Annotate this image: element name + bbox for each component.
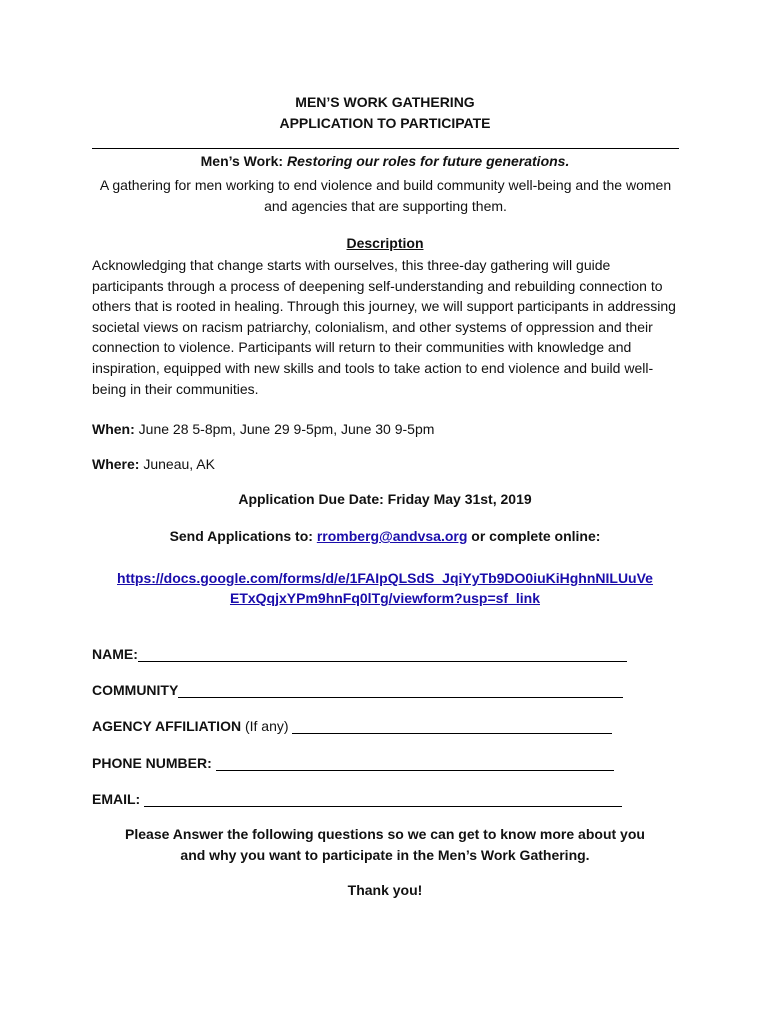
send-applications — [0, 528, 770, 544]
document-subtitle: APPLICATION TO PARTICIPATE — [279, 115, 491, 131]
tagline-emphasis: Restoring our roles for future generations. — [286, 153, 570, 169]
when-value: June 28 5-8pm, June 29 9-5pm, June 30 9-5pm — [134, 421, 435, 437]
when-label: When: — [92, 421, 135, 437]
due-date: Application Due Date: Friday May 31st, 2019 — [238, 491, 532, 507]
send-prefix: Send Applications to: — [169, 528, 317, 544]
where-label: Where: — [92, 456, 140, 472]
description-heading: Description — [346, 235, 424, 251]
email-field — [92, 791, 622, 807]
thank-you: Thank you! — [347, 882, 423, 898]
tagline-prefix: Men’s Work: — [200, 153, 287, 169]
agency-blank-line[interactable] — [292, 719, 612, 734]
form-url-line1 — [0, 570, 770, 586]
document-title: MEN’S WORK GATHERING — [295, 94, 475, 110]
title-divider — [92, 148, 679, 149]
intro-text: A gathering for men working to end violence and build community well-being and the women and agencies that are supporting them. — [99, 177, 672, 214]
online-form-link-continued[interactable]: ETxQqjxYPm9hnFq0lTg/viewform?usp=sf_link — [229, 590, 540, 606]
phone-blank-line[interactable] — [216, 756, 614, 771]
community-blank-line[interactable] — [178, 683, 623, 698]
send-suffix: or complete online: — [467, 528, 601, 544]
name-field — [92, 646, 627, 662]
community-field — [92, 682, 623, 698]
phone-label: PHONE NUMBER: — [92, 755, 216, 771]
name-blank-line[interactable] — [138, 647, 627, 662]
event-where — [92, 456, 215, 472]
name-label: NAME: — [92, 646, 138, 662]
email-label: EMAIL: — [92, 791, 145, 807]
description-body: Acknowledging that change starts with ourselves, this three-day gathering will guide participants through a process of deepening self-understanding and rebuilding connection to others that is rooted in healing. Through this journey, we will support participants in addressing societal views on racism patriarchy, colonialism, and other systems of oppression and their connection to violence. Participants will return to their communities with knowledge and inspiration, equipped with new skills and tools to take action to end violence and build well-being in their communities. — [92, 257, 676, 397]
community-label: COMMUNITY — [92, 682, 179, 698]
form-url-line2 — [0, 590, 770, 606]
questions-instruction-continued: and why you want to participate in the Men’s Work Gathering. — [180, 847, 590, 863]
agency-note: (If any) — [241, 718, 293, 734]
agency-field — [92, 718, 612, 734]
tagline — [0, 153, 770, 169]
event-when — [92, 421, 434, 437]
questions-instruction: Please Answer the following questions so we can get to know more about you — [125, 826, 645, 842]
agency-label: AGENCY AFFILIATION — [92, 718, 242, 734]
phone-field — [92, 755, 614, 771]
where-value: Juneau, AK — [139, 456, 215, 472]
online-form-link[interactable]: https://docs.google.com/forms/d/e/1FAIpQLSdS_JqiYyTb9DO0iuKiHghnNILUuVe — [117, 570, 653, 586]
email-blank-line[interactable] — [144, 792, 622, 807]
email-link[interactable]: rromberg@andvsa.org — [316, 528, 468, 544]
